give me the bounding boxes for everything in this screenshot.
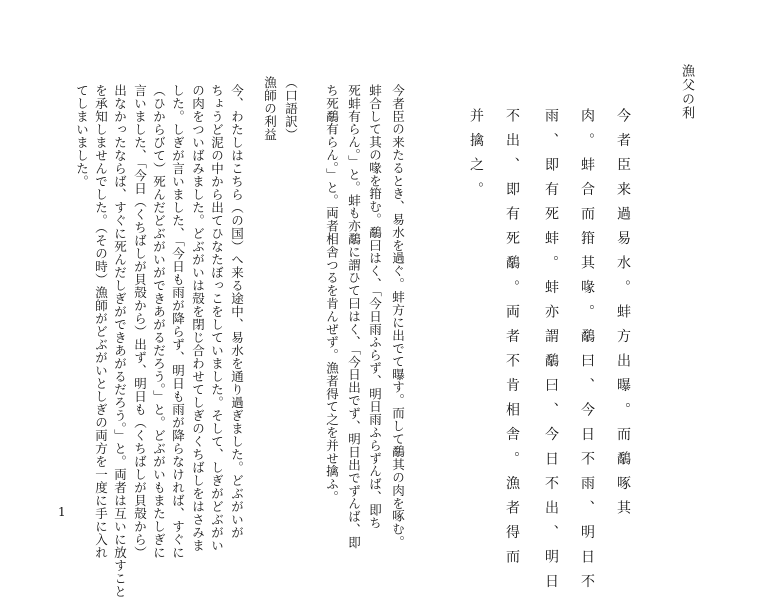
kanbun-line-5: 并擒之。 [468, 108, 484, 206]
translation-line-4: した。しぎが言いました、「今日も雨が降らず、明日も雨が降らなければ、すぐに [170, 84, 186, 559]
translation-line-1: 今、わたしはこちら（の国）へ来る途中、易水を通り過ぎました。どぶがいが [229, 84, 245, 539]
kanbun-line-2: 肉。蚌合而箝其喙。鷸曰、今日不雨、明日不 [579, 108, 595, 598]
kundoku-line-1: 今者臣の来たるとき、易水を過ぐ。蚌方に出でて曝す。而して鷸其の肉を啄む。 [390, 84, 406, 549]
translation-line-8: を承知しませんでした。（その時）漁師がどぶがいとしぎの両方を一度に手に入れ [93, 84, 109, 559]
translation-line-9: てしまいました。 [74, 84, 90, 188]
kanbun-line-1: 今者臣来過易水。蚌方出曝。而鷸啄其 [615, 108, 631, 525]
translation-line-7: 出なかったならば、すぐに死んだしぎができあがるだろう。」と。両者は互いに放すこと [112, 84, 128, 598]
translation-line-3: の肉をついばみました。どぶがいは殻を閉じ合わせてしぎのくちばしをはさみま [190, 84, 206, 552]
translation-line-2: ちょうど泥の中から出てひなたぼっこをしていました。そして、しぎがどぶがい [209, 84, 225, 552]
translation-line-6: 言いました、「今日（くちばしが貝殻から）出ず、明日も（くちばしが貝殻から） [132, 84, 148, 559]
kundoku-line-3: 死蚌有らん。」と。蚌も亦鷸に謂ひて曰はく、「今日出でず、明日出でずんば、即 [346, 84, 362, 549]
translation-title: 漁師の利益 [262, 76, 278, 141]
kanbun-line-3: 雨、即有死蚌。蚌亦謂鷸曰、今日不出、明日 [543, 108, 559, 598]
translation-line-5: （ひからびて）死んだどぶがいができあがるだろう。」と。どぶがいもまたしぎに [151, 84, 167, 559]
translation-header: （口語訳） [283, 76, 299, 141]
kundoku-line-4: ち死鷸有らん。」と。両者相舎つるを肯んぜず。漁者得て之を并せ擒ふ。 [324, 84, 340, 504]
page-number: 1 [58, 505, 66, 519]
kanbun-title: 漁父の利 [679, 64, 694, 120]
kanbun-line-4: 不出、即有死鷸。両者不肯相舎。漁者得而 [504, 108, 520, 574]
kundoku-line-2: 蚌合して其の喙を箝む。鷸曰はく、「今日雨ふらず、明日雨ふらずんば、即ち [367, 84, 383, 530]
